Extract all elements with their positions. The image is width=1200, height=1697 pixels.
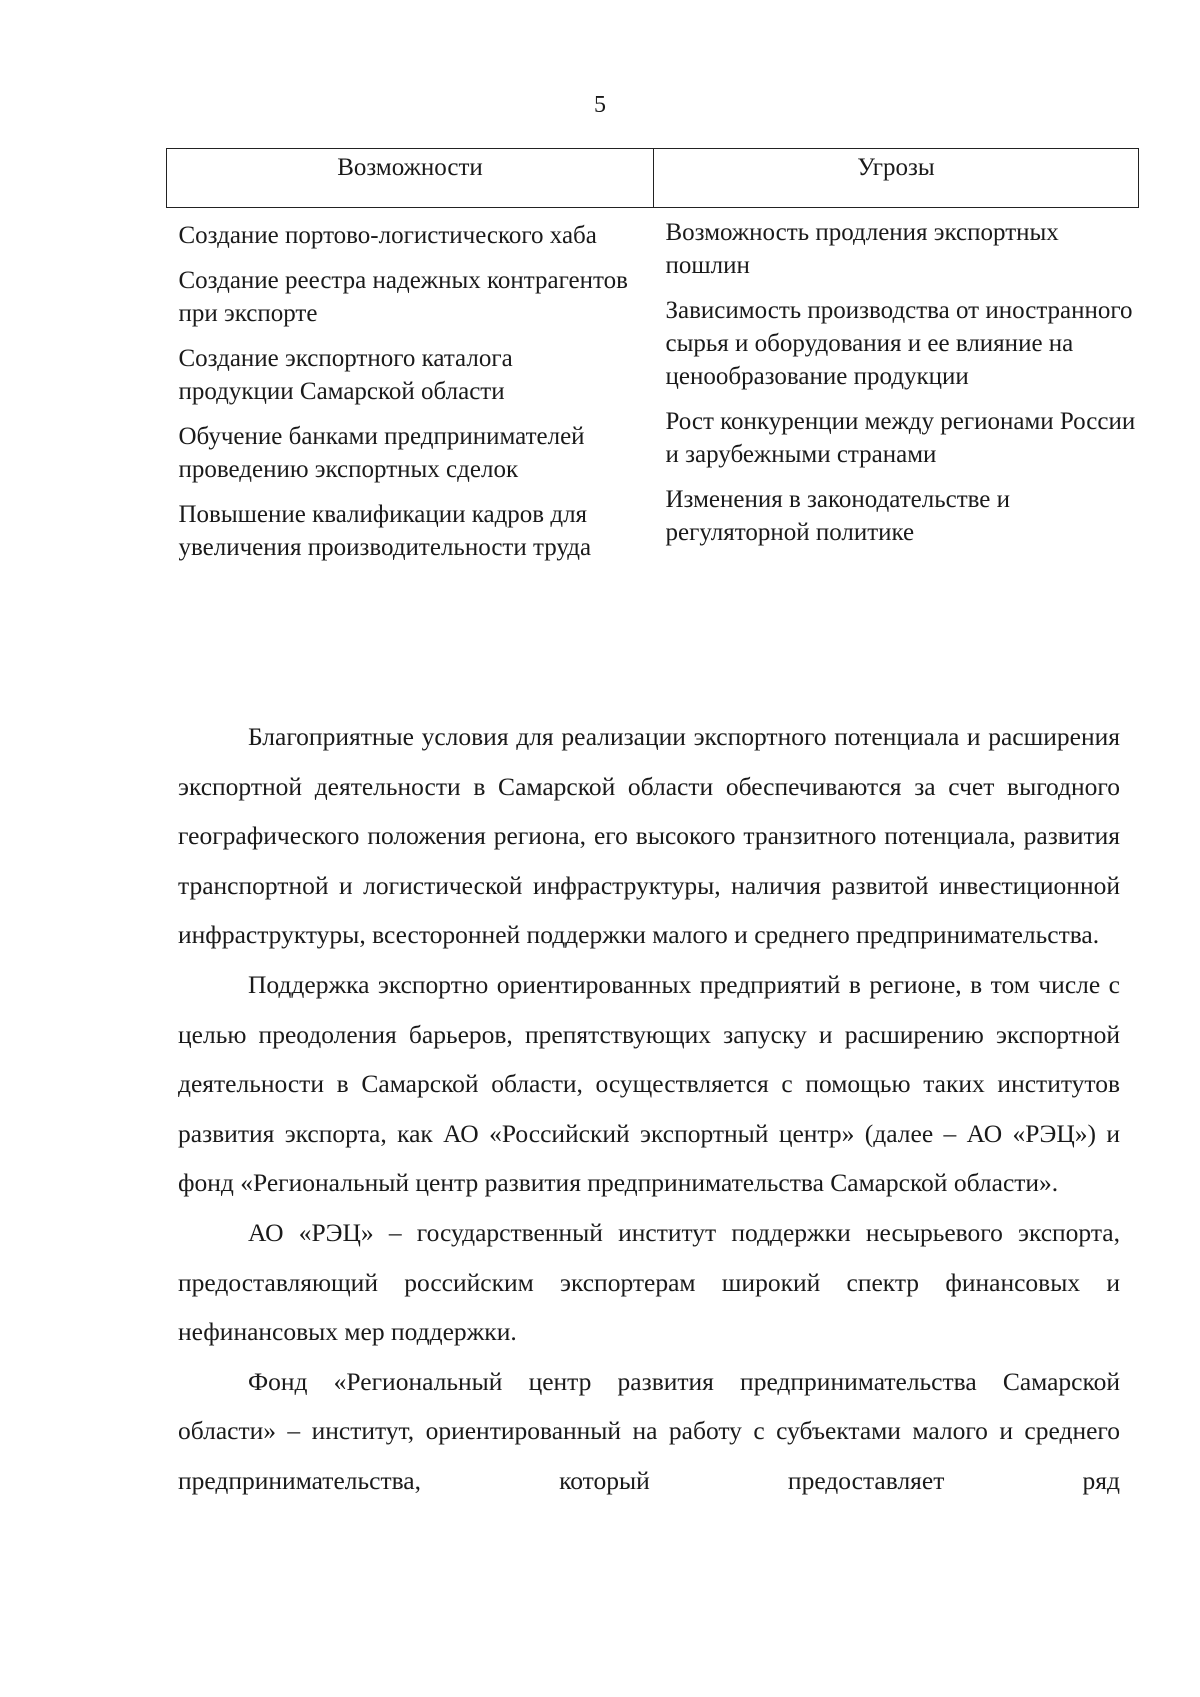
opportunity-item: Создание реестра надежных контрагентов при экспорте [178, 267, 628, 327]
threat-item: Зависимость производства от иностранного сырья и оборудования и ее влияние на ценообразование продукции [665, 297, 1133, 390]
header-threats: Угрозы [654, 149, 1139, 208]
body-text [178, 712, 1120, 1506]
opportunity-item: Повышение квалификации кадров для увеличения производительности труда [178, 501, 592, 561]
threat-item: Изменения в законодательстве и регуляторной политике [665, 486, 1011, 546]
threats-column [654, 208, 1139, 577]
opportunity-item: Создание экспортного каталога продукции Самарской области [178, 345, 513, 405]
opportunities-column [167, 208, 654, 577]
paragraph-favorable-conditions: Благоприятные условия для реализации экспортного потенциала и расширения экспортной деятельности в Самарской области обеспечиваются за счет выгодного географического положения региона, его высокого транзитного потенциала, развития транспортной и логистической инфраструктуры, наличия развитой инвестиционной инфраструктуры, всесторонней поддержки малого и среднего предпринимательства. [178, 722, 1120, 950]
paragraph-export-support: Поддержка экспортно ориентированных предприятий в регионе, в том числе с целью преодоления барьеров, препятствующих запуску и расширению экспортной деятельности в Самарской области, осуществляется с помощью таких институтов развития экспорта, как АО «Российский экспортный центр» (далее – АО «РЭЦ») и фонд «Региональный центр развития предпринимательства Самарской области». [178, 969, 1120, 1198]
paragraph-rec: АО «РЭЦ» – государственный институт поддержки несырьевого экспорта, предоставляющий российским экспортерам широкий спектр финансовых и нефинансовых мер поддержки. [178, 1217, 1120, 1347]
page-number: 5 [594, 92, 606, 118]
paragraph-regional-fund: Фонд «Региональный центр развития предпринимательства Самарской области» – институт, ориентированный на работу с субъектами малого и среднего предпринимательства, который предоставляет ряд [178, 1366, 1120, 1495]
opportunity-item: Создание портово-логистического хаба [178, 222, 597, 249]
opportunity-item: Обучение банками предпринимателей проведению экспортных сделок [178, 423, 585, 483]
threat-item: Рост конкуренции между регионами России и зарубежными странами [665, 408, 1136, 468]
header-opportunities: Возможности [167, 149, 654, 208]
swot-table [166, 148, 1139, 576]
threat-item: Возможность продления экспортных пошлин [665, 219, 1059, 279]
